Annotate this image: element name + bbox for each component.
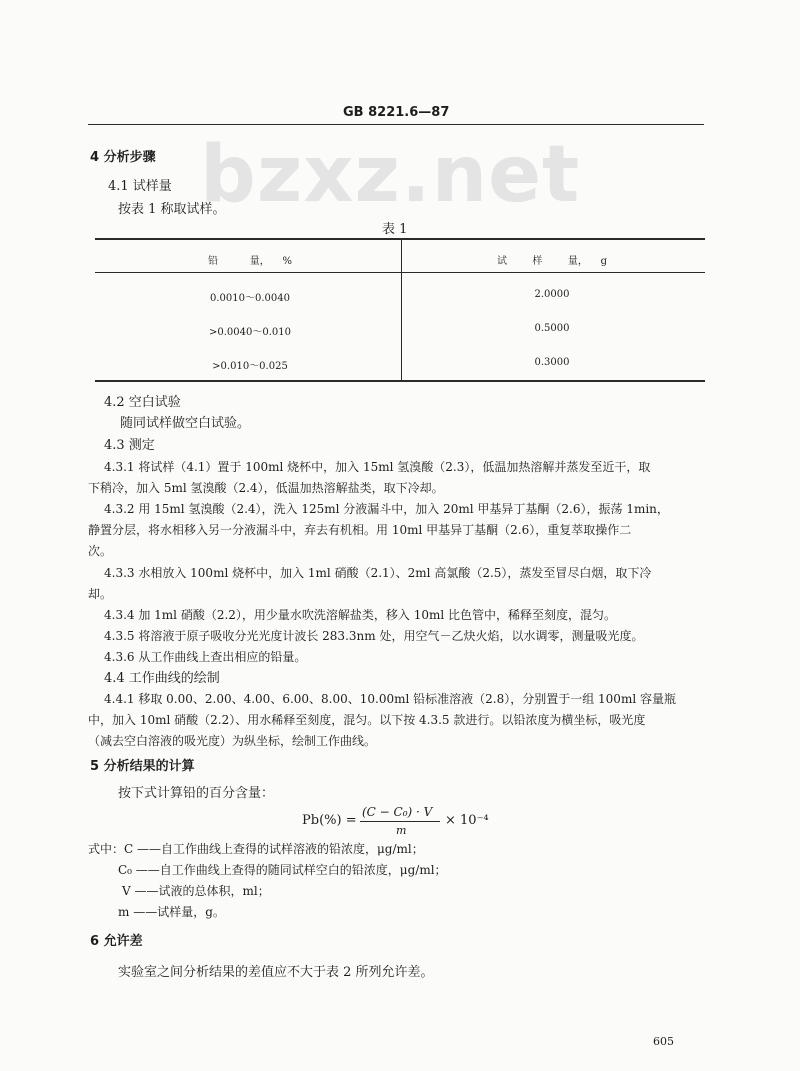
where-m: m ——试样量，g。 [118,905,225,919]
standard-code: GB 8221.6—87 [343,105,450,120]
para-4-3-5: 4.3.5 将溶液于原子吸收分光光度计波长 283.3nm 处，用空气－乙炔火焰，以水调零，测量吸光度。 [104,629,644,643]
table-row: >0.010～0.025 [212,361,288,372]
para-4-3-6: 4.3.6 从工作曲线上查出相应的铅量。 [104,650,307,664]
watermark: bzxz.net [200,130,581,220]
para-4-4-1-line2: 中，加入 10ml 硝酸（2.2）、用水稀释至刻度，混匀。以下按 4.3.5 款进行。以铅浓度为横坐标，吸光度 [88,713,646,727]
subsection-4-4: 4.4 工作曲线的绘制 [104,671,220,686]
table-row: 2.0000 [534,289,570,300]
para-4-3-2-line2: 静置分层，将水相移入另一分液漏斗中，弃去有机相。用 10ml 甲基异丁基酮（2.6），重复萃取操作二 [88,523,632,537]
para-4-3-2-line3: 次。 [88,544,113,558]
subsection-4-1-text: 按表 1 称取试样。 [118,202,226,217]
section-6-title: 6 允许差 [90,934,143,949]
subsection-4-1: 4.1 试样量 [108,179,172,194]
formula-right: × 10⁻⁴ [445,813,489,828]
where-v: V ——试液的总体积，ml； [122,884,270,898]
formula-denominator: m [396,824,407,837]
table-header-lead: 铅 量， % [207,256,292,267]
para-4-3-2-line1: 4.3.2 用 15ml 氢溴酸（2.4），洗入 125ml 分液漏斗中，加入 20ml 甲基异丁基酮（2.6），振荡 1min， [104,502,669,516]
where-c: 式中：C ——自工作曲线上查得的试样溶液的铅浓度，μg/ml； [88,842,424,856]
table-row: 0.5000 [534,323,570,334]
para-4-3-1-line1: 4.3.1 将试样（4.1）置于 100ml 烧杯中，加入 15ml 氢溴酸（2.3），低温加热溶解并蒸发至近干，取 [104,460,651,474]
subsection-4-2: 4.2 空白试验 [104,395,181,410]
subsection-4-2-text: 随同试样做空白试验。 [120,416,251,431]
table-caption: 表 1 [382,222,408,237]
fraction-bar [360,821,440,822]
where-c0: C₀ ——自工作曲线上查得的随同试样空白的铅浓度，μg/ml； [118,863,447,877]
section-4-title: 4 分析步骤 [90,150,156,165]
section-6-text: 实验室之间分析结果的差值应不大于表 2 所列允许差。 [118,965,434,980]
subsection-4-3: 4.3 测定 [104,438,155,453]
header-rule [88,124,704,125]
section-5-intro: 按下式计算铅的百分含量： [118,786,275,801]
formula-numerator: (C − C₀) · V [362,805,433,819]
para-4-3-4: 4.3.4 加 1ml 硝酸（2.2），用少量水吹洗溶解盐类，移入 10ml 比色管中，稀释至刻度，混匀。 [104,608,617,622]
table-row: 0.3000 [534,357,570,368]
para-4-3-3-line2: 却。 [88,587,113,601]
para-4-4-1-line3: （减去空白溶液的吸光度）为纵坐标，绘制工作曲线。 [88,734,377,748]
para-4-4-1-line1: 4.4.1 移取 0.00、2.00、4.00、6.00、8.00、10.00ml 铅标准溶液（2.8），分别置于一组 100ml 容量瓶 [104,692,676,706]
table-row: 0.0010～0.0040 [210,293,290,304]
section-5-title: 5 分析结果的计算 [90,759,195,774]
table-row: >0.0040～0.010 [209,327,291,338]
para-4-3-1-line2: 下稍冷，加入 5ml 氢溴酸（2.4），低温加热溶解盐类，取下冷却。 [88,481,444,495]
para-4-3-3-line1: 4.3.3 水相放入 100ml 烧杯中，加入 1ml 硝酸（2.1）、2ml 高氯酸（2.5），蒸发至冒尽白烟，取下冷 [104,566,652,580]
table-header-sample: 试 样 量， g [497,256,607,267]
page-number: 605 [653,1035,674,1048]
formula-left: Pb(%) = [302,813,357,828]
